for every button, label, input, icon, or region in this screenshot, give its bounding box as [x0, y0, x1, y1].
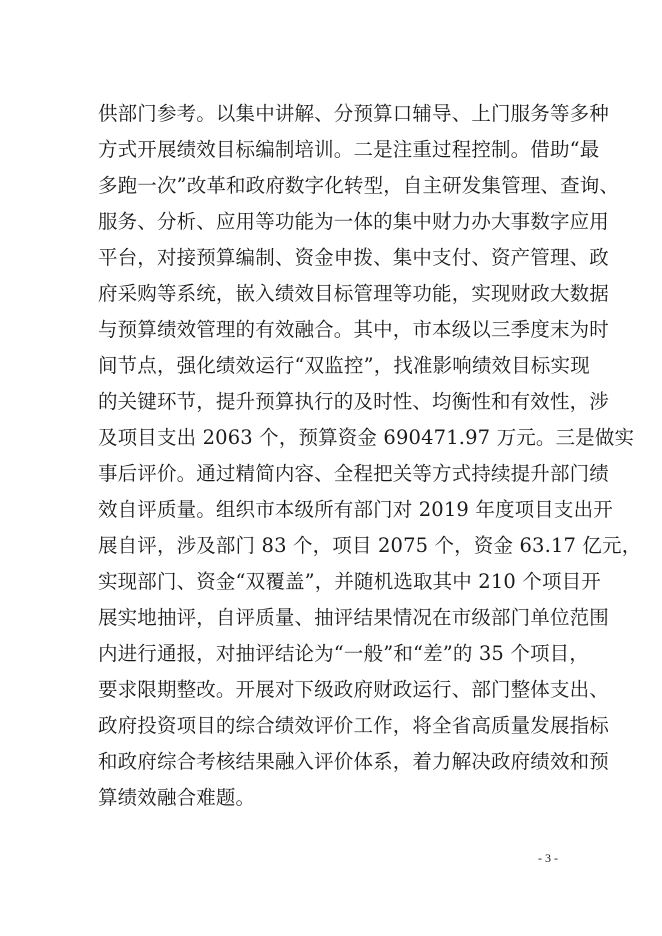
- text-line: 效自评质量。组织市本级所有部门对 2019 年度项目支出开: [98, 498, 613, 521]
- text-line: 供部门参考。以集中讲解、分预算口辅导、上门服务等多种: [98, 102, 609, 125]
- text-line: 服务、分析、应用等功能为一体的集中财力办大事数字应用: [98, 210, 609, 233]
- text-line: 和政府综合考核结果融入评价体系，着力解决政府绩效和预: [98, 750, 609, 773]
- text-line: 政府投资项目的综合绩效评价工作，将全省高质量发展指标: [98, 714, 609, 737]
- text-line: 算绩效融合难题。: [98, 786, 256, 809]
- text-line: 方式开展绩效目标编制培训。二是注重过程控制。借助“最: [98, 138, 600, 161]
- text-line: 实现部门、资金“双覆盖”，并随机选取其中 210 个项目开: [98, 570, 601, 593]
- text-line: 府采购等系统，嵌入绩效目标管理等功能，实现财政大数据: [98, 282, 609, 305]
- text-line: 内进行通报，对抽评结论为“一般”和“差”的 35 个项目，: [98, 642, 589, 665]
- text-line: 的关键环节，提升预算执行的及时性、均衡性和有效性，涉: [98, 390, 609, 413]
- text-line: 展自评，涉及部门 83 个，项目 2075 个，资金 63.17 亿元，: [98, 534, 642, 557]
- text-line: 间节点，强化绩效运行“双监控”，找准影响绩效目标实现: [98, 354, 590, 377]
- text-line: 事后评价。通过精简内容、全程把关等方式持续提升部门绩: [98, 462, 609, 485]
- text-line: 要求限期整改。开展对下级政府财政运行、部门整体支出、: [98, 678, 609, 701]
- text-line: 与预算绩效管理的有效融合。其中，市本级以三季度末为时: [98, 318, 609, 341]
- text-line: 多跑一次”改革和政府数字化转型，自主研发集管理、查询、: [98, 174, 620, 197]
- text-line: 平台，对接预算编制、资金申拨、集中支付、资产管理、政: [98, 246, 609, 269]
- text-line: 展实地抽评，自评质量、抽评结果情况在市级部门单位范围: [98, 606, 609, 629]
- page-number: - 3 -: [538, 851, 558, 865]
- text-line: 及项目支出 2063 个，预算资金 690471.97 万元。三是做实: [98, 426, 635, 449]
